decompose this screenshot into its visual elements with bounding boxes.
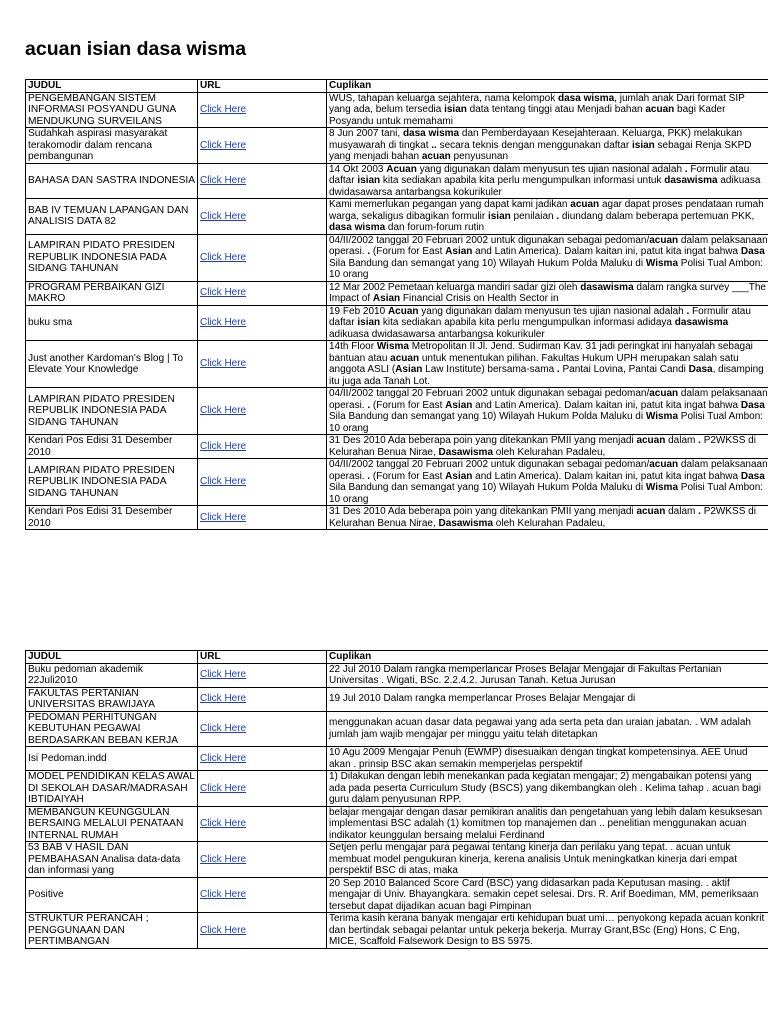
snippet-highlight: acuan xyxy=(649,459,679,470)
snippet-highlight: . xyxy=(367,399,371,411)
snippet-text: , jumlah anak Dari format SIP yang ada, belum tersedia xyxy=(329,92,745,115)
snippet-text: Kami memerlukan pegangan yang dapat kami jadikan xyxy=(329,199,571,210)
table-row xyxy=(26,305,768,341)
snippet-text: 22 Jul 2010 Dalam rangka memperlancar Proses Belajar Mengajar di Fakultas Pertanian Universitas . Wigati, BSc. 2.2.4.2. Jurusan Tanah. Ketua Jurusan xyxy=(329,663,722,686)
row-title: Kendari Pos Edisi 31 Desember 2010 xyxy=(26,435,198,459)
snippet-text: 19 Jul 2010 Dalam rangka memperlancar Proses Belajar Mengajar di xyxy=(329,693,636,705)
snippet-text: Pantai Lovina, Pantai Candi xyxy=(559,364,689,375)
table-row xyxy=(26,711,768,747)
click-here-link[interactable]: Click Here xyxy=(200,476,247,488)
snippet-text: and Latin America). Dalam kaitan ini, patut kita ingat bahwa xyxy=(472,470,741,482)
click-here-link[interactable]: Click Here xyxy=(200,317,247,328)
row-title: STRUKTUR PERANCAH ; PENGGUNAAN DAN PERTIMBANGAN xyxy=(26,913,198,949)
row-snippet xyxy=(327,388,768,435)
snippet-highlight: . xyxy=(698,506,701,517)
snippet-highlight: Acuan xyxy=(387,305,419,317)
row-title: BAHASA DAN SASTRA INDONESIA xyxy=(26,163,198,199)
snippet-highlight: Asian xyxy=(395,364,423,375)
table-row xyxy=(26,506,768,530)
row-url-cell xyxy=(198,459,327,506)
snippet-text: menggunakan acuan dasar data pegawai yang ada serta peta dan uraian jabatan. . WM adalah jumlah jam wajib mengajar per minggu yaitu telah ditetapkan xyxy=(329,717,751,740)
row-title: MODEL PENDIDIKAN KELAS AWAL DI SEKOLAH DASAR/MADRASAH IBTIDAIYAH xyxy=(26,771,198,807)
snippet-highlight: acuan xyxy=(649,388,679,399)
snippet-highlight: Asian xyxy=(445,399,473,411)
snippet-text: 31 Des 2010 Ada beberapa poin yang ditekankan PMII yang menjadi xyxy=(329,506,637,517)
snippet-text: data tentang tinggi atau Menjadi bahan xyxy=(466,104,646,115)
snippet-text: 8 Jun 2007 tani, xyxy=(329,128,403,139)
snippet-text: dalam rangka survey ___The Impact of xyxy=(329,281,766,304)
snippet-text: dalam xyxy=(665,506,699,517)
snippet-text: yang digunakan dalam menyusun tes ujian nasional adalah xyxy=(416,163,685,175)
click-here-link[interactable]: Click Here xyxy=(200,669,247,681)
snippet-text: sebagai Renja SKPD yang menjadi bahan xyxy=(329,139,752,162)
snippet-highlight: acuan xyxy=(649,234,679,246)
click-here-link[interactable]: Click Here xyxy=(200,752,247,764)
snippet-text: 04/II/2002 tanggal 20 Februari 2002 untuk digunakan sebagai pedoman/ xyxy=(329,459,650,470)
snippet-text: diundang dalam beberapa pertemuan PKK, xyxy=(559,210,755,222)
snippet-highlight: acuan xyxy=(421,151,451,162)
snippet-highlight: Acuan xyxy=(386,163,417,175)
page-title: acuan isian dasa wisma xyxy=(25,38,247,60)
row-snippet xyxy=(327,435,768,459)
snippet-highlight: . xyxy=(367,246,371,257)
table-row xyxy=(26,163,768,199)
header-cuplikan: Cuplikan xyxy=(327,651,768,664)
snippet-highlight: dasawisma xyxy=(664,175,718,186)
snippet-highlight: dasa wisma xyxy=(558,92,615,104)
table-row xyxy=(26,128,768,164)
row-title: Kendari Pos Edisi 31 Desember 2010 xyxy=(26,506,198,530)
snippet-text: and Latin America). Dalam kaitan ini, patut kita ingat bahwa xyxy=(472,246,741,257)
row-url-cell xyxy=(198,234,327,281)
snippet-text: Setjen perlu mengajar para pegawai tentang kinerja dan perilaku yang tepat. . acuan untuk membuat model pengukuran kinerja, kerena analisis Untuk meningkatkan kinerja dari empat perspektif BSC di atas, maka xyxy=(329,842,737,876)
snippet-text: Polisi Tual Ambon: 10 orang xyxy=(329,257,764,280)
snippet-text: Polisi Tual Ambon: 10 orang xyxy=(329,482,764,505)
snippet-text: (Forum for East xyxy=(370,246,446,257)
click-here-link[interactable]: Click Here xyxy=(200,251,247,263)
snippet-highlight: Wisma xyxy=(645,257,679,269)
snippet-text: penilaian xyxy=(510,210,557,222)
snippet-highlight: Dasa xyxy=(688,364,713,375)
row-snippet xyxy=(327,913,768,949)
snippet-text: 14 Okt 2003 xyxy=(329,163,387,175)
snippet-highlight: dasawisma xyxy=(580,281,634,293)
snippet-text: dan Pemberdayaan Kesejahteraan. Keluarga, PKK) melakukan musyawarah di tingkat xyxy=(329,128,743,151)
snippet-text: Sila Bandung dan semangat yang 10) Wilayah Hukum Polda Maluku di xyxy=(329,257,646,269)
row-snippet xyxy=(327,687,768,711)
row-title: LAMPIRAN PIDATO PRESIDEN REPUBLIK INDONESIA PADA SIDANG TAHUNAN xyxy=(26,234,198,281)
snippet-highlight: acuan xyxy=(645,104,675,115)
row-snippet xyxy=(327,341,768,388)
header-judul: JUDUL xyxy=(26,80,198,93)
click-here-link[interactable]: Click Here xyxy=(200,782,247,794)
row-url-cell xyxy=(198,877,327,913)
snippet-highlight: acuan xyxy=(390,352,420,364)
row-url-cell xyxy=(198,163,327,199)
row-snippet xyxy=(327,305,768,341)
snippet-text: Financial Crisis on Health Sector in xyxy=(400,293,559,304)
snippet-highlight: isian xyxy=(487,210,511,222)
snippet-text: 31 Des 2010 Ada beberapa poin yang ditekankan PMII yang menjadi xyxy=(329,435,637,446)
snippet-text: dalam xyxy=(665,435,699,446)
snippet-highlight: dasa wisma xyxy=(329,222,386,233)
row-title: Isi Pedoman.indd xyxy=(26,747,198,771)
row-title: 53 BAB V HASIL DAN PEMBAHASAN Analisa data-data dan informasi yang xyxy=(26,842,198,878)
table-row xyxy=(26,92,768,128)
snippet-text: (Forum for East xyxy=(370,399,446,411)
click-here-link[interactable]: Click Here xyxy=(200,287,247,299)
click-here-link[interactable]: Click Here xyxy=(200,853,247,865)
click-here-link[interactable]: Click Here xyxy=(200,104,247,115)
snippet-text: 12 Mar 2002 Pemetaan keluarga mandiri sadar gizi oleh xyxy=(329,281,581,293)
snippet-highlight: . xyxy=(686,305,690,317)
click-here-link[interactable]: Click Here xyxy=(200,139,247,151)
snippet-text: Formulir atau daftar xyxy=(329,163,750,186)
row-snippet xyxy=(327,877,768,913)
snippet-highlight: Asian xyxy=(372,293,401,304)
table-row xyxy=(26,341,768,388)
snippet-highlight: Wisma xyxy=(645,482,679,493)
snippet-text: yang digunakan dalam menyusun tes ujian nasional adalah xyxy=(418,305,687,317)
click-here-link[interactable]: Click Here xyxy=(200,818,247,829)
row-snippet xyxy=(327,747,768,771)
snippet-highlight: acuan xyxy=(636,506,666,517)
row-url-cell xyxy=(198,771,327,807)
row-title: buku sma xyxy=(26,305,198,341)
snippet-text: untuk menentukan pilihan. Fakultas Hukum UPH merupakan salah satu anggota ASLI ( xyxy=(329,352,739,375)
snippet-highlight: Dasa xyxy=(740,470,765,482)
table-header-row xyxy=(26,80,768,93)
row-snippet xyxy=(327,199,768,235)
row-url-cell xyxy=(198,506,327,530)
header-url: URL xyxy=(198,651,327,664)
snippet-highlight: dasa wisma xyxy=(402,128,460,139)
click-here-link[interactable]: Click Here xyxy=(200,210,247,222)
row-url-cell xyxy=(198,806,327,842)
snippet-highlight: dasawisma xyxy=(674,317,729,328)
snippet-highlight: Dasa xyxy=(740,399,765,411)
row-title: Just another Kardoman's Blog | To Elevate Your Knowledge xyxy=(26,341,198,388)
snippet-highlight: isian xyxy=(357,317,381,328)
snippet-text: adikuasa dwidasawarsa antarbangsa kokurikuler xyxy=(329,175,761,198)
snippet-text: Law Institute) bersama-sama xyxy=(422,364,557,375)
snippet-text: Polisi Tual Ambon: 10 orang xyxy=(329,411,764,434)
snippet-highlight: isian xyxy=(444,104,467,115)
table-row xyxy=(26,459,768,506)
row-snippet xyxy=(327,711,768,747)
row-title: PEDOMAN PERHITUNGAN KEBUTUHAN PEGAWAI BERDASARKAN BEBAN KERJA xyxy=(26,711,198,747)
snippet-text: Sila Bandung dan semangat yang 10) Wilayah Hukum Polda Maluku di xyxy=(329,482,646,493)
row-url-cell xyxy=(198,435,327,459)
table-row xyxy=(26,877,768,913)
row-snippet xyxy=(327,163,768,199)
table-row xyxy=(26,687,768,711)
row-url-cell xyxy=(198,842,327,878)
snippet-text: oleh Kelurahan Padaleu, xyxy=(493,446,606,458)
snippet-text: 04/II/2002 tanggal 20 Februari 2002 untuk digunakan sebagai pedoman/ xyxy=(329,388,650,399)
snippet-text: dalam pelaksanaan operasi. xyxy=(329,388,768,411)
snippet-highlight: Wisma xyxy=(645,411,679,422)
snippet-text: P2WKSS di Kelurahan Benua Nirae, xyxy=(329,435,756,458)
row-url-cell xyxy=(198,711,327,747)
table-row xyxy=(26,663,768,687)
click-here-link[interactable]: Click Here xyxy=(200,511,247,523)
row-snippet xyxy=(327,234,768,281)
results-table xyxy=(25,650,768,949)
click-here-link[interactable]: Click Here xyxy=(200,440,247,452)
snippet-text: , disamping itu juga ada Tanah Lot. xyxy=(329,364,764,387)
snippet-text: secara teknis dengan menggunakan daftar xyxy=(436,139,632,151)
row-url-cell xyxy=(198,92,327,128)
snippet-text: bagi Kader Posyandu untuk memahami xyxy=(329,104,726,127)
snippet-highlight: isian xyxy=(631,139,655,151)
row-url-cell xyxy=(198,388,327,435)
snippet-text: WUS, tahapan keluarga sejahtera, nama kelompok xyxy=(329,92,559,104)
table-row xyxy=(26,913,768,949)
snippet-text: 04/II/2002 tanggal 20 Februari 2002 untuk digunakan sebagai pedoman/ xyxy=(329,234,650,246)
click-here-link[interactable]: Click Here xyxy=(200,405,247,417)
snippet-text: 14th Floor xyxy=(329,341,377,352)
table-row xyxy=(26,747,768,771)
click-here-link[interactable]: Click Here xyxy=(200,693,247,705)
snippet-text: dalam pelaksanaan operasi. xyxy=(329,459,768,482)
row-title: PENGEMBANGAN SISTEM INFORMASI POSYANDU GUNA MENDUKUNG SURVEILANS xyxy=(26,92,198,128)
row-url-cell xyxy=(198,913,327,949)
snippet-highlight: Dasawisma xyxy=(438,517,494,529)
table-header-row xyxy=(26,651,768,664)
snippet-highlight: . xyxy=(556,210,560,222)
snippet-text: penyusunan xyxy=(450,151,509,162)
click-here-link[interactable]: Click Here xyxy=(200,723,247,734)
row-title: PROGRAM PERBAIKAN GIZI MAKRO xyxy=(26,281,198,305)
snippet-text: dan forum-forum rutin xyxy=(385,222,485,233)
results-table xyxy=(25,79,768,530)
row-url-cell xyxy=(198,341,327,388)
snippet-text: oleh Kelurahan Padaleu, xyxy=(493,517,606,529)
row-snippet xyxy=(327,842,768,878)
snippet-highlight: . xyxy=(556,364,560,375)
snippet-text: adikuasa dwidasawarsa antarbangsa kokurikuler xyxy=(329,328,545,340)
row-url-cell xyxy=(198,663,327,687)
snippet-text: Terima kasih kerana banyak mengajar erti kehidupan buat umi… penyokong kepada acuan konkrit dan bertindak sebagai pelantar untuk pekerja bekerja. Murray Grant,BSc (Eng) Hons, C Eng, MICE, Scaffold Falsework Design to BS 5975. xyxy=(329,913,765,947)
snippet-highlight: . xyxy=(684,163,688,175)
row-snippet xyxy=(327,281,768,305)
row-url-cell xyxy=(198,305,327,341)
row-title: LAMPIRAN PIDATO PRESIDEN REPUBLIK INDONESIA PADA SIDANG TAHUNAN xyxy=(26,459,198,506)
table-row xyxy=(26,435,768,459)
row-title: LAMPIRAN PIDATO PRESIDEN REPUBLIK INDONESIA PADA SIDANG TAHUNAN xyxy=(26,388,198,435)
snippet-text: kita sediakan apabila kita perlu mengumpulkan informasi adidaya xyxy=(380,317,675,328)
table-row xyxy=(26,388,768,435)
snippet-highlight: acuan xyxy=(570,199,600,210)
snippet-text: Sila Bandung dan semangat yang 10) Wilayah Hukum Polda Maluku di xyxy=(329,411,646,422)
snippet-text: kita sediakan apabila kita perlu mengumpulkan informasi untuk xyxy=(380,175,665,186)
row-snippet xyxy=(327,506,768,530)
row-snippet xyxy=(327,128,768,164)
row-title: Buku pedoman akademik 22Juli2010 xyxy=(26,663,198,687)
header-url: URL xyxy=(198,80,327,93)
row-snippet xyxy=(327,459,768,506)
header-judul: JUDUL xyxy=(26,651,198,664)
snippet-text: 20 Sep 2010 Balanced Score Card (BSC) yang didasarkan pada Keputusan masing. . aktif mengajar di Univ. Bhayangkara. semakin cepet selesai. Drs. R. Arif Boediman, MM, pemeriksaan tersebut dapat dijadikan acuan bagi Pimpinan xyxy=(329,877,759,912)
snippet-text: 19 Feb 2010 xyxy=(329,305,388,317)
snippet-text: and Latin America). Dalam kaitan ini, patut kita ingat bahwa xyxy=(472,399,741,411)
row-url-cell xyxy=(198,747,327,771)
snippet-highlight: . xyxy=(698,435,701,446)
snippet-text: belajar mengajar dengan dasar pemikiran analitis dan pengetahuan yang lebih dalam kesuksesan implementasi BSC adalah (1) komitmen top manajemen dan .. penelitian menggunakan acuan indikator keunggulan bersaing melalui Ferdinand xyxy=(329,806,763,841)
row-url-cell xyxy=(198,687,327,711)
snippet-text: Formulir atau daftar xyxy=(329,305,751,328)
row-snippet xyxy=(327,771,768,807)
snippet-highlight: Dasa xyxy=(740,246,765,257)
row-snippet xyxy=(327,663,768,687)
snippet-text: 10 Agu 2009 Mengajar Penuh (EWMP) disesuaikan dengan tingkat kompetensinya. AEE Unud akan . prinsip BSC akan semakin memperjelas perspektif xyxy=(329,747,748,770)
table-row xyxy=(26,806,768,842)
table-row xyxy=(26,771,768,807)
snippet-highlight: .. xyxy=(431,139,437,151)
snippet-highlight: . xyxy=(367,470,371,482)
table-row xyxy=(26,281,768,305)
snippet-highlight: Asian xyxy=(445,246,473,257)
snippet-text: agar dapat proses pendataan rumah warga, sekaligus dibagikan formulir xyxy=(329,199,764,222)
snippet-text: P2WKSS di Kelurahan Benua Nirae, xyxy=(329,506,756,529)
row-url-cell xyxy=(198,281,327,305)
snippet-highlight: acuan xyxy=(636,435,666,446)
table-row xyxy=(26,199,768,235)
row-title: BAB IV TEMUAN LAPANGAN DAN ANALISIS DATA 82 xyxy=(26,199,198,235)
row-snippet xyxy=(327,92,768,128)
table-row xyxy=(26,842,768,878)
snippet-text: dalam pelaksanaan operasi. xyxy=(329,234,768,257)
row-title: FAKULTAS PERTANIAN UNIVERSITAS BRAWIJAYA xyxy=(26,687,198,711)
snippet-text: 1) Dilakukan dengan lebih menekankan pada kegiatan mengajar; 2) mengabaikan potensi yang ada pada peserta Curriculum Study (BSCS) yang dikembangkan oleh . Kelima tahap . acuan bagi guru dalam penyusunan RPP. xyxy=(329,771,761,805)
row-title: Sudahkah aspirasi masyarakat terakomodir dalam rencana pembangunan xyxy=(26,128,198,164)
table-row xyxy=(26,234,768,281)
snippet-highlight: Asian xyxy=(445,470,473,482)
row-url-cell xyxy=(198,199,327,235)
row-snippet xyxy=(327,806,768,842)
row-title: MEMBANGUN KEUNGGULAN BERSAING MELALUI PENATAAN INTERNAL RUMAH xyxy=(26,806,198,842)
snippet-text: Metropolitan II Jl. Jend. Sudirman Kav. 31 jadi peringkat ini hanyalah sebagai bantuan atau xyxy=(329,341,753,364)
click-here-link[interactable]: Click Here xyxy=(200,358,247,370)
click-here-link[interactable]: Click Here xyxy=(200,924,247,936)
snippet-text: (Forum for East xyxy=(370,470,446,482)
click-here-link[interactable]: Click Here xyxy=(200,175,247,186)
click-here-link[interactable]: Click Here xyxy=(200,889,247,900)
header-cuplikan: Cuplikan xyxy=(327,80,768,93)
row-title: Positive xyxy=(26,877,198,913)
snippet-highlight: isian xyxy=(357,175,381,186)
row-url-cell xyxy=(198,128,327,164)
snippet-highlight: Dasawisma xyxy=(438,446,494,458)
snippet-highlight: Wisma xyxy=(376,341,409,352)
